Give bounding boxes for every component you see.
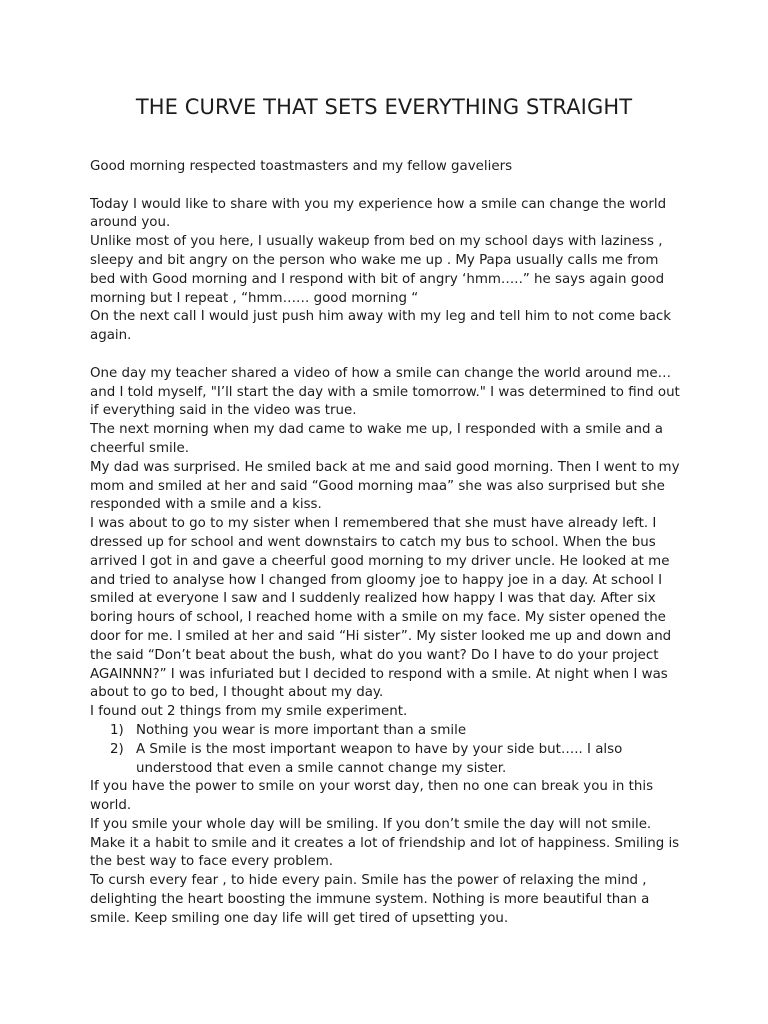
- list-text: Nothing you wear is more important than a smile: [136, 722, 467, 738]
- body-paragraph: I found out 2 things from my smile experiment.: [90, 704, 408, 720]
- body-paragraph: I was about to go to my sister when I remembered that she must have already left. I dressed up for school and went downstairs to catch my bus to school. When the bus arrived I got in and gave a cheerful good morning to my driver uncle. He looked at me and tried to analyse how I changed from gloomy joe to happy joe in a day. At school I smiled at everyone I saw and I suddenly realized how happy I was that day. After six boring hours of school, I reached home with a smile on my face. My sister opened the door for me. I smiled at her and said “Hi sister”. My sister looked me up and down and the said “Don’t beat about the bush, what do you want? Do I have to do your project AGAINNN?” I was infuriated but I decided to respond with a smile. At night when I was about to go to bed, I thought about my day.: [90, 516, 672, 701]
- body-paragraph: To cursh every fear , to hide every pain. Smile has the power of relaxing the mind , delighting the heart boosting the immune system. Nothing is more beautiful than a smile. Keep smiling one day life will get tired of upsetting you.: [90, 873, 650, 926]
- document-title: THE CURVE THAT SETS EVERYTHING STRAIGHT: [135, 95, 633, 119]
- paragraph-gap: [90, 177, 682, 196]
- list-text: A Smile is the most important weapon to have by your side but….. I also understood that even a smile cannot change my sister.: [136, 741, 623, 776]
- body-paragraph: If you smile your whole day will be smiling. If you don’t smile the day will not smile. Make it a habit to smile and it creates a lot of friendship and lot of happiness. Smiling is the best way to face every problem.: [90, 816, 680, 870]
- list-item: [90, 722, 682, 741]
- body-paragraph: If you have the power to smile on your worst day, then no one can break you in this world.: [90, 779, 654, 814]
- body-paragraph: One day my teacher shared a video of how a smile can change the world around me… and I told myself, "I’ll start the day with a smile tomorrow." I was determined to find out if everything said in the video was true.: [90, 365, 680, 419]
- body-paragraph: On the next call I would just push him away with my leg and tell him to not come back again.: [90, 309, 672, 344]
- body-paragraph: My dad was surprised. He smiled back at me and said good morning. Then I went to my mom and smiled at her and said “Good morning maa” she was also surprised but she responded with a smile and a kiss.: [90, 459, 680, 513]
- greeting-line: Good morning respected toastmasters and my fellow gaveliers: [90, 159, 513, 174]
- paragraph-gap: [90, 346, 682, 365]
- list-number: 1): [110, 722, 124, 738]
- document-body: [90, 158, 682, 929]
- body-paragraph: Unlike most of you here, I usually wakeup from bed on my school days with laziness , sleepy and bit angry on the person who wake me up . My Papa usually calls me from bed with Good morning and I respond with bit of angry ‘hmm…..” he says again good morning but I repeat , “hmm…… good morning “: [90, 234, 665, 306]
- list-item: [90, 741, 682, 779]
- body-paragraph: Today I would like to share with you my experience how a smile can change the world around you.: [90, 196, 667, 231]
- list-number: 2): [110, 741, 124, 757]
- body-paragraph: The next morning when my dad came to wake me up, I responded with a smile and a cheerful smile.: [90, 422, 663, 456]
